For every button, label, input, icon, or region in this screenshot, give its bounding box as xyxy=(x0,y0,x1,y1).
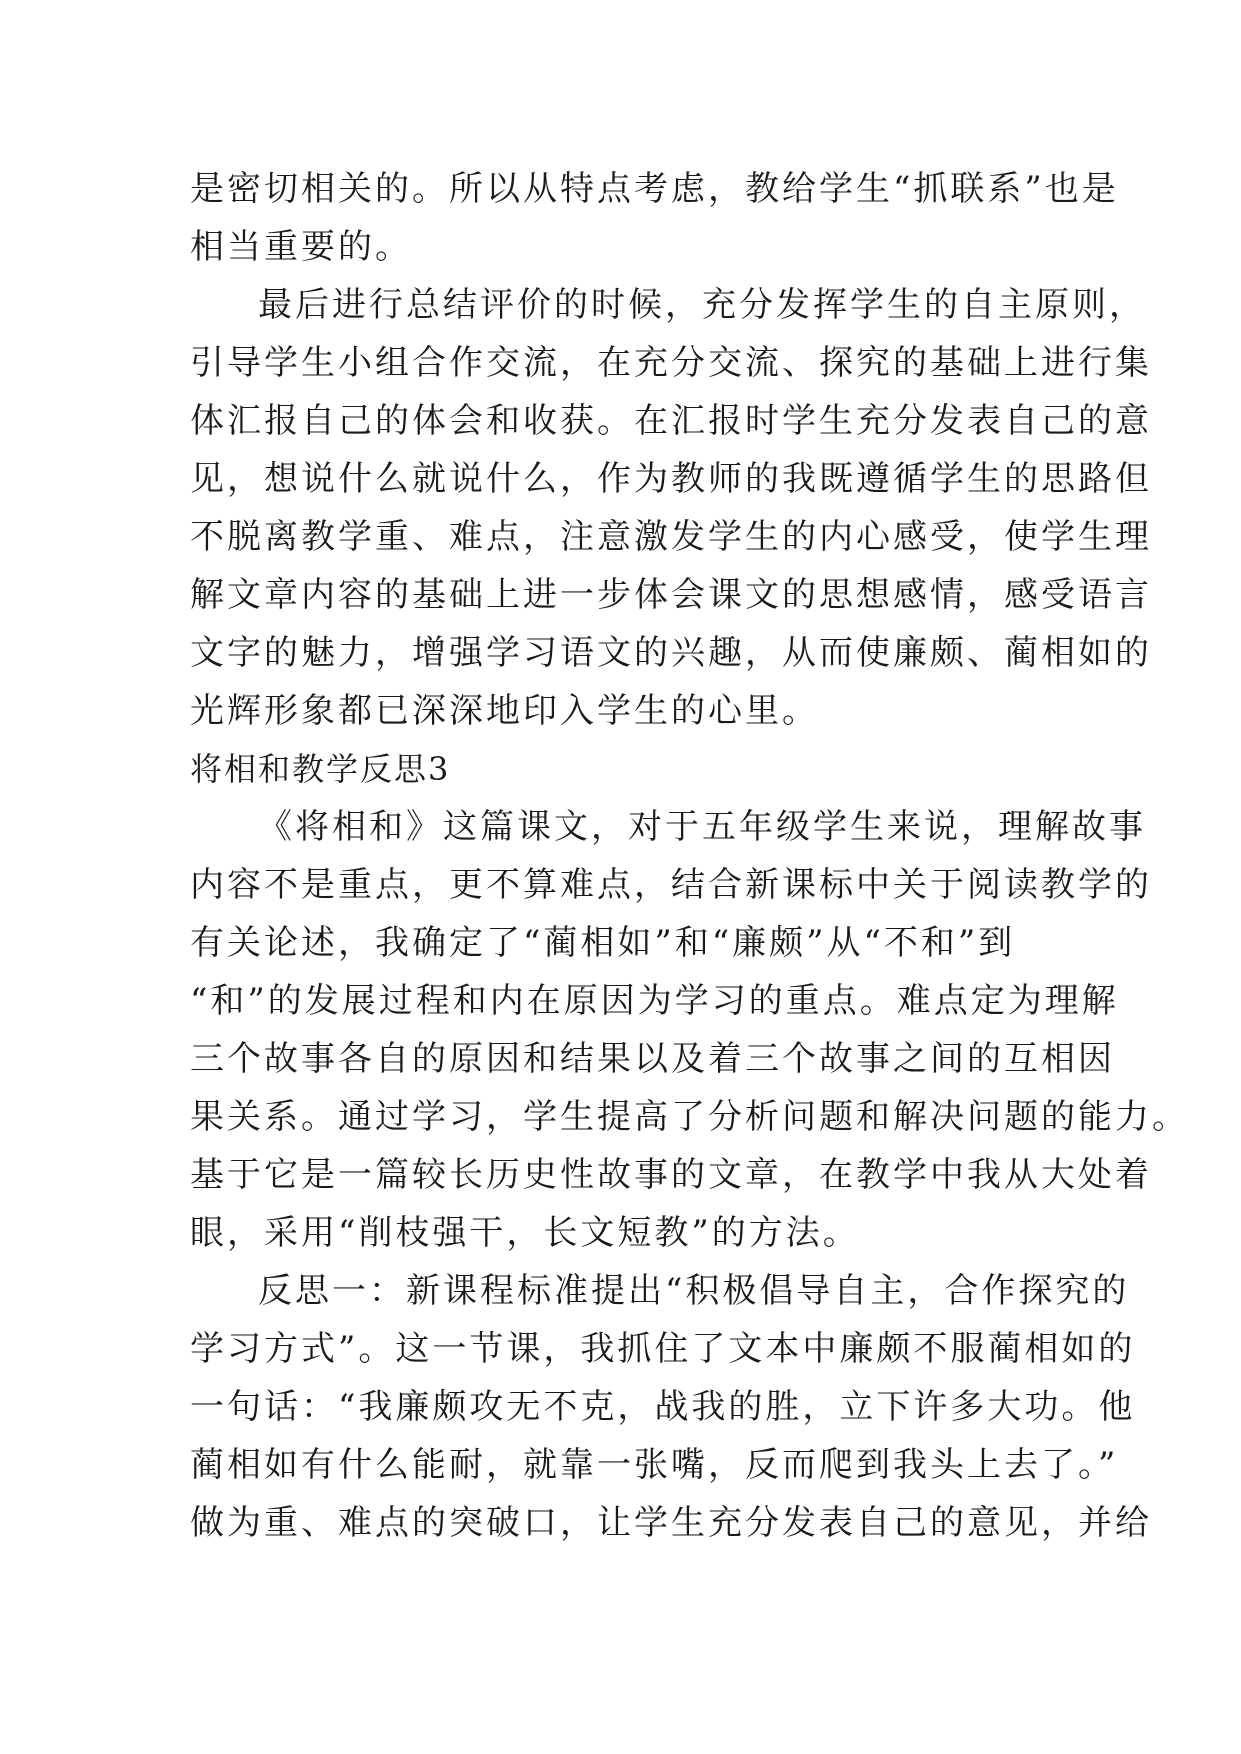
text-line: 做为重、难点的突破口，让学生充分发表自己的意见，并给 xyxy=(190,1503,1152,1543)
text-line: 不脱离教学重、难点，注意激发学生的内心感受，使学生理 xyxy=(190,517,1152,557)
text-line: 见，想说什么就说什么，作为教师的我既遵循学生的思路但 xyxy=(190,459,1152,499)
text-line: 内容不是重点，更不算难点，结合新课标中关于阅读教学的 xyxy=(190,865,1152,905)
paragraph-1 xyxy=(190,160,1119,276)
paragraph-2 xyxy=(190,276,1152,740)
text-line: 体汇报自己的体会和收获。在汇报时学生充分发表自己的意 xyxy=(190,401,1152,441)
text-line: 学习方式”。这一节课，我抓住了文本中廉颇不服蔺相如的 xyxy=(190,1329,1136,1369)
text-line: 最后进行总结评价的时候，充分发挥学生的自主原则， xyxy=(258,285,1146,325)
paragraph-4 xyxy=(190,1262,1152,1552)
text-line: 《将相和》这篇课文，对于五年级学生来说，理解故事 xyxy=(258,807,1146,847)
text-line: 相当重要的。 xyxy=(190,227,412,267)
text-line: 光辉形象都已深深地印入学生的心里。 xyxy=(190,691,819,731)
text-line: 文字的魅力，增强学习语文的兴趣，从而使廉颇、蔺相如的 xyxy=(190,633,1152,673)
document-page xyxy=(190,160,1189,1552)
text-line: 引导学生小组合作交流，在充分交流、探究的基础上进行集 xyxy=(190,343,1152,383)
text-line: 反思一：新课程标准提出“积极倡导自主，合作探究的 xyxy=(258,1271,1130,1311)
text-line: 有关论述，我确定了“蔺相如”和“廉颇”从“不和”到 xyxy=(190,923,1016,963)
text-line: 是密切相关的。所以从特点考虑，教给学生“抓联系”也是 xyxy=(190,169,1119,209)
text-line: 基于它是一篇较长历史性故事的文章，在教学中我从大处着 xyxy=(190,1155,1152,1195)
text-line: 蔺相如有什么能耐，就靠一张嘴，反而爬到我头上去了。” xyxy=(190,1445,1119,1485)
text-line: “和”的发展过程和内在原因为学习的重点。难点定为理解 xyxy=(190,981,1119,1021)
text-line: 解文章内容的基础上进一步体会课文的思想感情，感受语言 xyxy=(190,575,1152,615)
text-line: 眼，采用“削枝强干，长文短教”的方法。 xyxy=(190,1213,860,1253)
text-line: 一句话：“我廉颇攻无不克，战我的胜，立下许多大功。他 xyxy=(190,1387,1136,1427)
paragraph-3 xyxy=(190,798,1189,1262)
text-line: 果关系。通过学习，学生提高了分析问题和解决问题的能力。 xyxy=(190,1097,1189,1137)
text-line: 三个故事各自的原因和结果以及着三个故事之间的互相因 xyxy=(190,1039,1115,1079)
section-heading: 将相和教学反思3 xyxy=(190,750,451,788)
